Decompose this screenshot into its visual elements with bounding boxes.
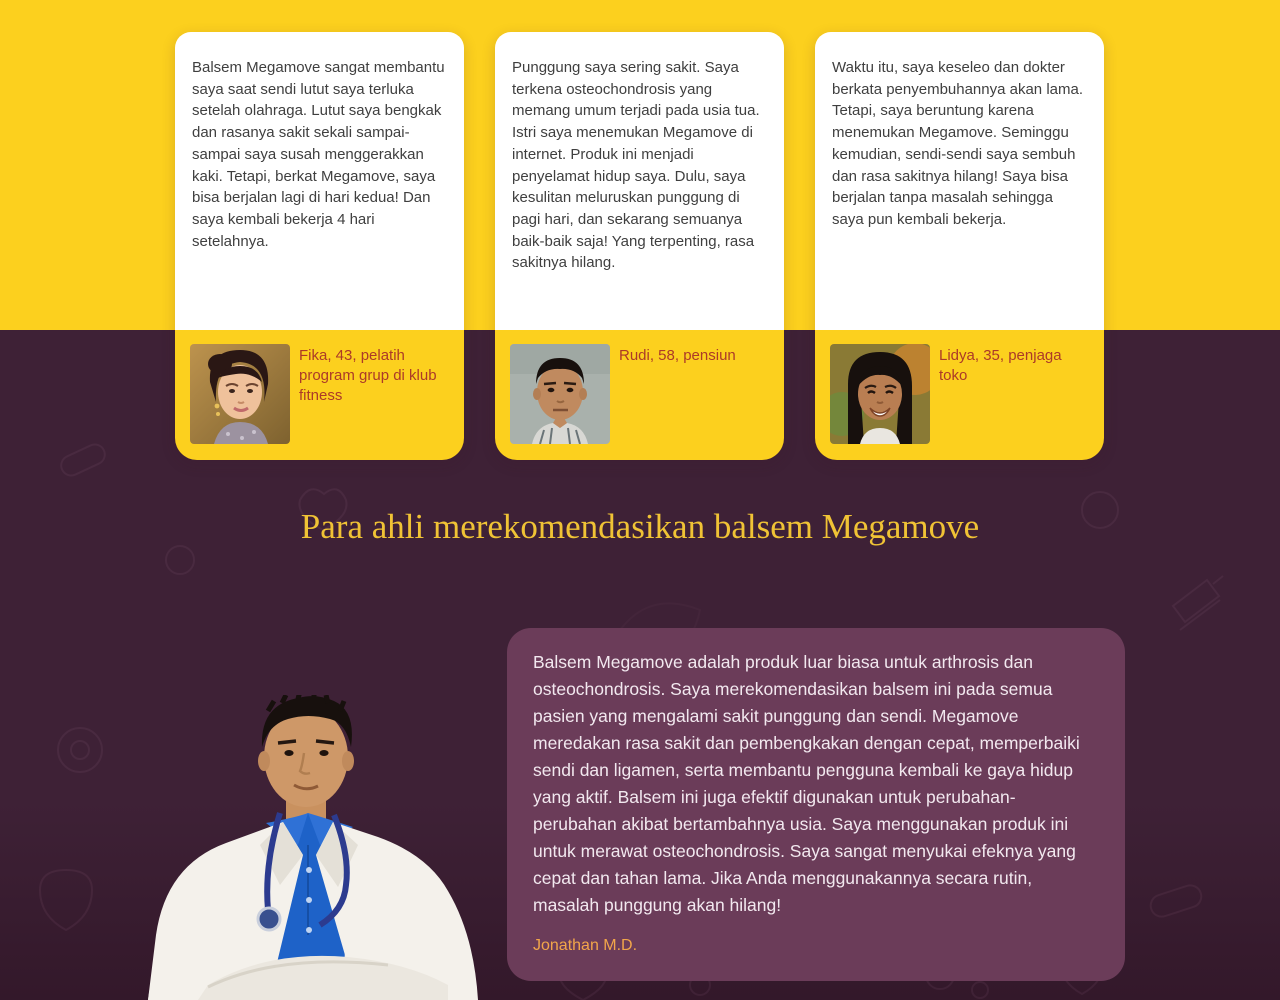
shopkeeper-woman-photo — [830, 344, 930, 444]
testimonial-card — [175, 32, 464, 460]
experts-heading: Para ahli merekomendasikan balsem Megamove — [300, 507, 980, 546]
expert-quote-text: Balsem Megamove adalah produk luar biasa untuk arthrosis dan osteochondrosis. Saya merekomendasikan balsem ini pada semua pasien yang mengalami sakit punggung dan sendi. Megamove meredakan rasa sakit dan pembengkakan dengan cepat, memperbaiki sendi dan ligamen, serta membantu pengguna kembali ke gaya hidup yang aktif. Balsem ini juga efektif digunakan untuk perubahan-perubahan akibat bertambahnya usia. Saya menggunakan produk ini untuk merawat osteochondrosis. Saya sangat menyukai efeknya yang cepat dan tahan lama. Jika Anda menggunakannya secara rutin, masalah punggung akan hilang! — [533, 652, 1080, 915]
expert-quote-box — [507, 628, 1125, 981]
doctor-photo — [148, 695, 478, 1000]
testimonial-text: Waktu itu, saya keseleo dan dokter berkata penyembuhannya akan lama. Tetapi, saya beruntung karena menemukan Megamove. Seminggu kemudian, sendi-sendi saya sembuh dan rasa sakitnya hilang! Saya bisa berjalan tanpa masalah sehingga saya pun kembali bekerja. — [815, 32, 1104, 330]
testimonial-card — [815, 32, 1104, 460]
testimonial-card — [495, 32, 784, 460]
testimonial-author: Lidya, 35, penjaga toko — [939, 347, 1062, 384]
woman-coach-photo — [190, 344, 290, 444]
testimonial-author: Rudi, 58, pensiun — [619, 347, 736, 364]
testimonial-text: Balsem Megamove sangat membantu saya saat sendi lutut saya terluka setelah olahraga. Lutut saya bengkak dan rasanya sakit sekali sampai-sampai saya susah menggerakkan kaki. Tetapi, berkat Megamove, saya bisa berjalan lagi di hari kedua! Dan saya kembali bekerja 4 hari setelahnya. — [175, 32, 464, 330]
testimonial-author: Fika, 43, pelatih program grup di klub fitness — [299, 347, 437, 404]
expert-signature: Jonathan M.D. — [533, 937, 638, 954]
testimonial-footer — [175, 330, 464, 460]
testimonial-footer — [495, 330, 784, 460]
retired-man-photo — [510, 344, 610, 444]
testimonial-footer — [815, 330, 1104, 460]
testimonial-text: Punggung saya sering sakit. Saya terkena osteochondrosis yang memang umum terjadi pada usia tua. Istri saya menemukan Megamove di internet. Produk ini menjadi penyelamat hidup saya. Dulu, saya kesulitan meluruskan punggung di pagi hari, dan sekarang semuanya baik-baik saja! Yang terpenting, rasa sakitnya hilang. — [495, 32, 784, 330]
